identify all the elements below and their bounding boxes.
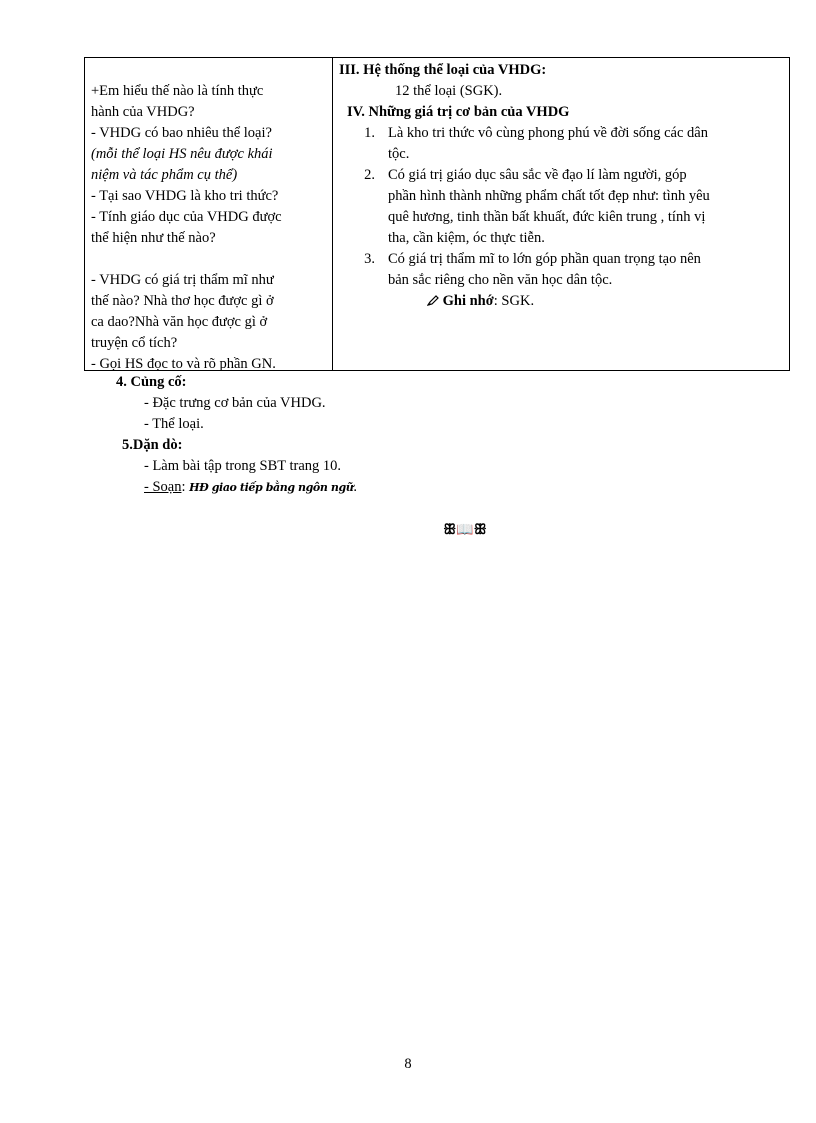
value-line: tha, cần kiệm, óc thực tiễn.: [388, 230, 545, 246]
note-label: Ghi nhớ: [442, 293, 494, 309]
lesson-footer: [116, 372, 716, 498]
question-line: thể hiện như thế nào?: [91, 230, 216, 246]
note-text: : SGK.: [493, 293, 535, 309]
value-item: [339, 165, 781, 249]
question-line: - Tính giáo dục của VHDG được: [91, 209, 282, 225]
value-number: 3.: [364, 251, 375, 267]
dando-heading: 5.Dặn dò:: [122, 437, 183, 453]
cungco-item: - Đặc trưng cơ bản của VHDG.: [144, 395, 326, 411]
value-line: phần hình thành những phẩm chất tốt đẹp như: tình yêu: [388, 188, 710, 204]
value-number: 2.: [364, 167, 375, 183]
question-line: - Gọi HS đọc to và rõ phần GN.: [91, 356, 276, 372]
question-line: truyện cổ tích?: [91, 335, 178, 351]
section4-heading: IV. Những giá trị cơ bản của VHDG: [347, 104, 570, 120]
page-number: 8: [404, 1056, 412, 1072]
cungco-item: - Thể loại.: [144, 416, 204, 432]
question-line: - VHDG có bao nhiêu thể loại?: [91, 125, 272, 141]
question-line: - VHDG có giá trị thẩm mĩ như: [91, 272, 274, 288]
question-line: - Tại sao VHDG là kho tri thức?: [91, 188, 279, 204]
soan-colon: :: [181, 479, 186, 495]
value-item: [339, 123, 781, 165]
question-line: hành của VHDG?: [91, 104, 195, 120]
question-line: niệm và tác phẩm cụ thể): [91, 167, 238, 183]
soan-text: HĐ giao tiếp bằng ngôn ngữ: [189, 481, 354, 494]
content-column: [333, 58, 789, 370]
value-line: quê hương, tinh thần bất khuất, đức kiên trung , tính vị: [388, 209, 706, 225]
question-line: +Em hiểu thế nào là tính thực: [91, 83, 264, 99]
section3-heading: III. Hệ thống thể loại của VHDG:: [339, 62, 547, 78]
note-line: [339, 291, 781, 312]
soan-end: .: [353, 479, 358, 495]
value-line: Có giá trị giáo dục sâu sắc về đạo lí làm người, góp: [388, 167, 687, 183]
soan-label: - Soạn: [144, 479, 182, 495]
soan-line: [116, 477, 716, 498]
cungco-heading: 4. Củng cố:: [116, 374, 187, 390]
question-line: thế nào? Nhà thơ học được gì ở: [91, 293, 274, 309]
value-line: Là kho tri thức vô cùng phong phú về đời sống các dân: [388, 125, 708, 141]
lesson-table: [84, 57, 790, 371]
section3-text: 12 thể loại (SGK).: [395, 83, 503, 99]
ornament-divider: ꕥ📖ꕥ: [443, 523, 487, 538]
value-item: [339, 249, 781, 291]
dando-item: - Làm bài tập trong SBT trang 10.: [144, 458, 342, 474]
question-line: ca dao?Nhà văn học được gì ở: [91, 314, 268, 330]
pen-icon: [427, 293, 443, 309]
question-line: (mỗi thể loại HS nêu được khái: [91, 146, 273, 162]
value-line: Có giá trị thẩm mĩ to lớn góp phần quan trọng tạo nên: [388, 251, 701, 267]
teacher-questions-column: [85, 58, 333, 370]
value-line: bản sắc riêng cho nền văn học dân tộc.: [388, 272, 613, 288]
value-number: 1.: [364, 125, 375, 141]
value-line: tộc.: [388, 146, 410, 162]
